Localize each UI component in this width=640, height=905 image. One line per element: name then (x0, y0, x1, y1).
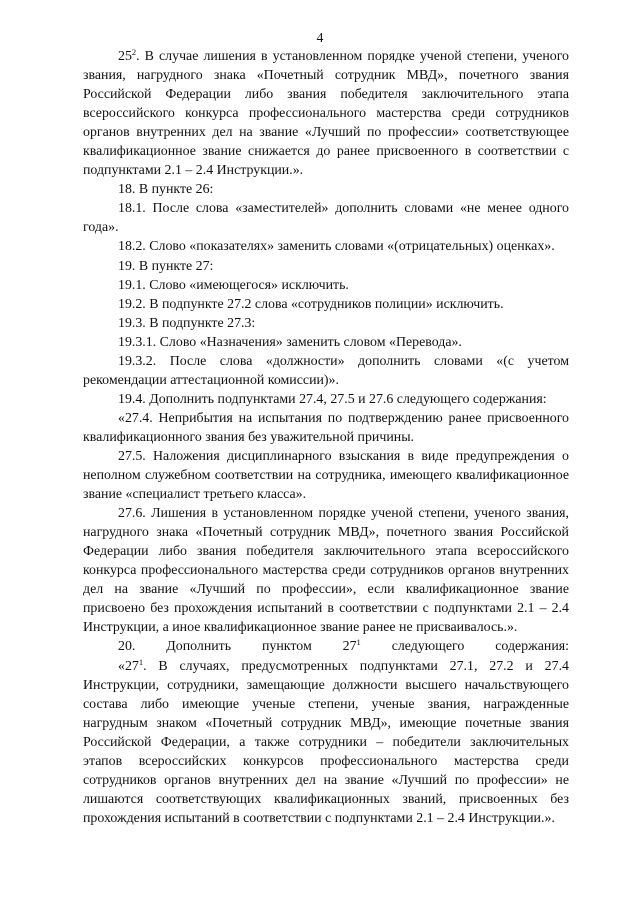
paragraph-25-2: $25^2$. В случае лишения в установленном порядке ученой степени, ученого звания, нагрудного знака «Почетный сотрудник МВД», почетного звания Российской Федерации либо звания победителя заключительного этапа всероссийского конкурса профессионального мастерства среди сотрудников органов внутренних дел на звание «Лучший по профессии» соответствующее квалификационное звание снижается до ранее присвоенного в соответствии с подпунктами 2.1 – 2.4 Инструкции.». (83, 47, 569, 179)
paragraph-27-5: 27.5. Наложения дисциплинарного взыскания в виде предупреждения о неполном служебном соответствии на сотрудника, имеющего квалификационное звание «специалист третьего класса». (83, 448, 569, 503)
paragraph-19-3-1: 19.3.1. Слово «Назначения» заменить словом «Перевода». (118, 334, 462, 350)
paragraph-19-3: 19.3. В подпункте 27.3: (118, 315, 256, 331)
paragraph-18-1: 18.1. После слова «заместителей» дополнить словами «не менее одного года». (83, 201, 569, 236)
page-number: 4 (316, 30, 324, 45)
paragraph-19-2: 19.2. В подпункте 27.2 слова «сотрудников полиции» исключить. (118, 296, 504, 312)
paragraph-20: 20. Дополнить пунктом $27^1$ следующего содержания: (118, 637, 570, 655)
paragraph-27-4: «27.4. Неприбытия на испытания по подтверждению ранее присвоенного квалификационного звания без уважительной причины. (83, 410, 569, 445)
paragraph-27-6: 27.6. Лишения в установленном порядке ученой степени, ученого звания, нагрудного знака «Почетный сотрудник МВД», почетного звания Российской Федерации либо звания победителя заключительного этапа всероссийского конкурса профессионального мастерства среди сотрудников органов внутренних дел на звание «Лучший по профессии», если квалификационное звание присвоено без прохождения испытаний в соответствии с подпунктами 2.1 – 2.4 Инструкции, а иное квалификационное звание ранее не присваивалось.». (83, 506, 569, 636)
paragraph-19-4: 19.4. Дополнить подпунктами 27.4, 27.5 и 27.6 следующего содержания: (118, 391, 547, 407)
paragraph-19: 19. В пункте 27: (118, 258, 214, 274)
paragraph-27-1: «$27^1$. В случаях, предусмотренных подпунктами 27.1, 27.2 и 27.4 Инструкции, сотрудники, замещающие должности высшего начальствующего состава либо имеющие ученые степени, ученые звания, награжденные нагрудным знаком «Почетный сотрудник МВД», имеющие почетные звания Российской Федерации, а также сотрудники – победители заключительных этапов всероссийских конкурсов профессионального мастерства среди сотрудников органов внутренних дел на звание «Лучший по профессии» не лишаются соответствующих квалификационных званий, присвоенных без прохождения испытаний в соответствии с подпунктами 2.1 – 2.4 Инструкции.». (83, 656, 569, 826)
paragraph-18-2: 18.2. Слово «показателях» заменить словами «(отрицательных) оценках». (118, 239, 555, 255)
paragraph-18: 18. В пункте 26: (118, 182, 214, 198)
document-body (83, 47, 569, 828)
paragraph-19-3-2: 19.3.2. После слова «должности» дополнить словами «(с учетом рекомендации аттестационной комиссии)». (83, 353, 569, 388)
paragraph-19-1: 19.1. Слово «имеющегося» исключить. (118, 277, 349, 293)
